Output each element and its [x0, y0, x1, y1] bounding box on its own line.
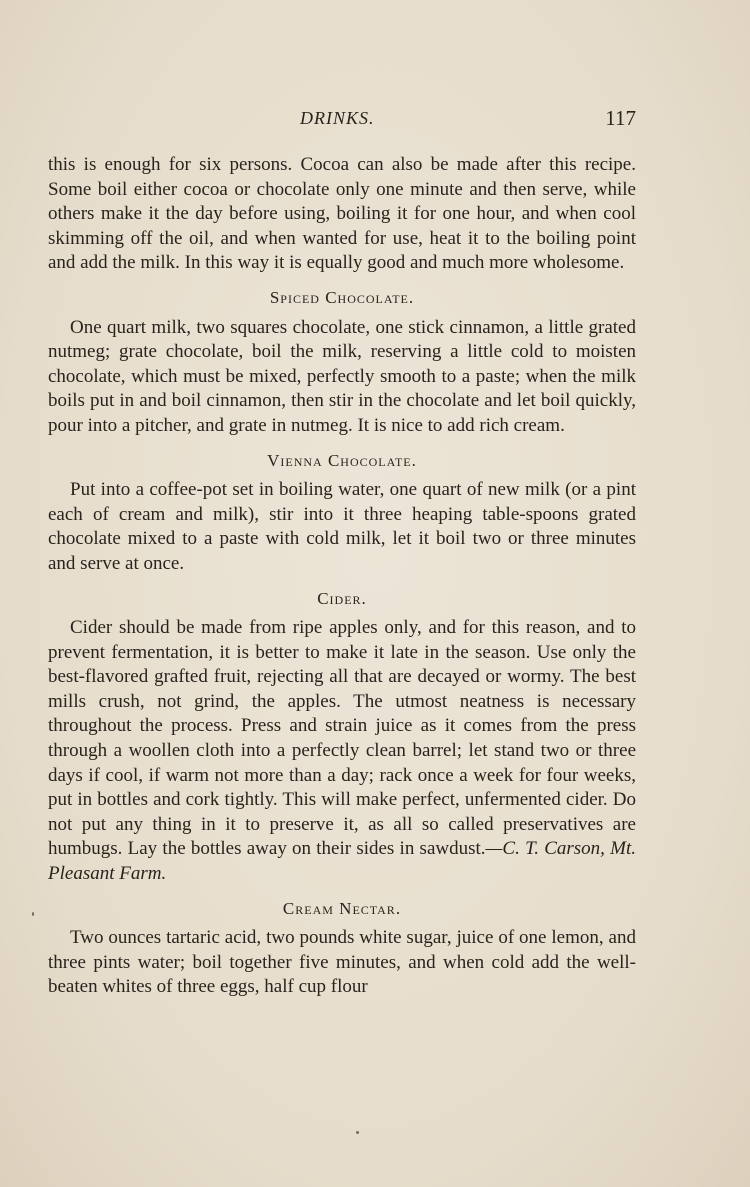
- recipe-body-spiced-chocolate: One quart milk, two squares chocolate, one stick cinnamon, a little grated nutmeg; grate chocolate, boil the milk, reserving a little cold to moisten chocolate, which must be mixed, perfectly smooth to a paste; when the milk boils put in and boil cinnamon, then stir in the chocolate and let boil quickly, pour into a pitcher, and grate in nutmeg. It is nice to add rich cream.: [48, 316, 636, 436]
- recipe-heading-spiced-chocolate: Spiced Chocolate.: [269, 287, 415, 307]
- cider-attribution: —C. T. Carson, Mt. Pleasant Farm.: [48, 838, 636, 885]
- recipe-body-cream-nectar: Two ounces tartaric acid, two pounds white sugar, juice of one lemon, and three pints water; boil together five minutes, and when cold add the well-beaten whites of three eggs, half cup flour: [48, 927, 636, 998]
- cider-text: Cider should be made from ripe apples only, and for this reason, and to prevent fermentation, it is better to make it late in the season. Use only the best-flavored grafted fruit, rejecting all that are decayed or wormy. The best mills crush, not grind, the apples. The utmost neatness is necessary throughout the process. Press and strain juice as it comes from the press through a woollen cloth into a perfectly clean barrel; let stand two or three days if cool, if warm not more than a day; rack once a week for four weeks, put in bottles and cork tightly. This will make perfect, unfermented cider. Do not put any thing in it to preserve it, as all so called preservatives are humbugs. Lay the bottles away on their sides in sawdust.: [48, 617, 636, 860]
- recipe-body-cider: [48, 616, 636, 887]
- recipe-body-vienna-chocolate: Put into a coffee-pot set in boiling water, one quart of new milk (or a pint each of cream and milk), stir into it three heaping table-spoons grated chocolate mixed to a paste with cold milk, let it boil two or three minutes and serve at once.: [48, 479, 636, 574]
- page-number: 117: [605, 106, 636, 130]
- running-title: DRINKS.: [300, 108, 375, 128]
- paper-speck: [32, 912, 34, 916]
- running-head: [48, 108, 636, 136]
- opening-paragraph: this is enough for six persons. Cocoa can also be made after this recipe. Some boil either cocoa or chocolate only one minute and then serve, while others make it the day before using, boiling it for one hour, and when cool skimming off the oil, and when wanted for use, heat it to the boiling point and add the milk. In this way it is equally good and much more wholesome.: [48, 154, 636, 274]
- recipe-heading-vienna-chocolate: Vienna Chocolate.: [267, 450, 417, 470]
- paper-speck: [356, 1131, 359, 1134]
- page-content: [48, 153, 636, 1000]
- recipe-heading-cream-nectar: Cream Nectar.: [282, 898, 402, 918]
- recipe-heading-cider: Cider.: [317, 588, 367, 608]
